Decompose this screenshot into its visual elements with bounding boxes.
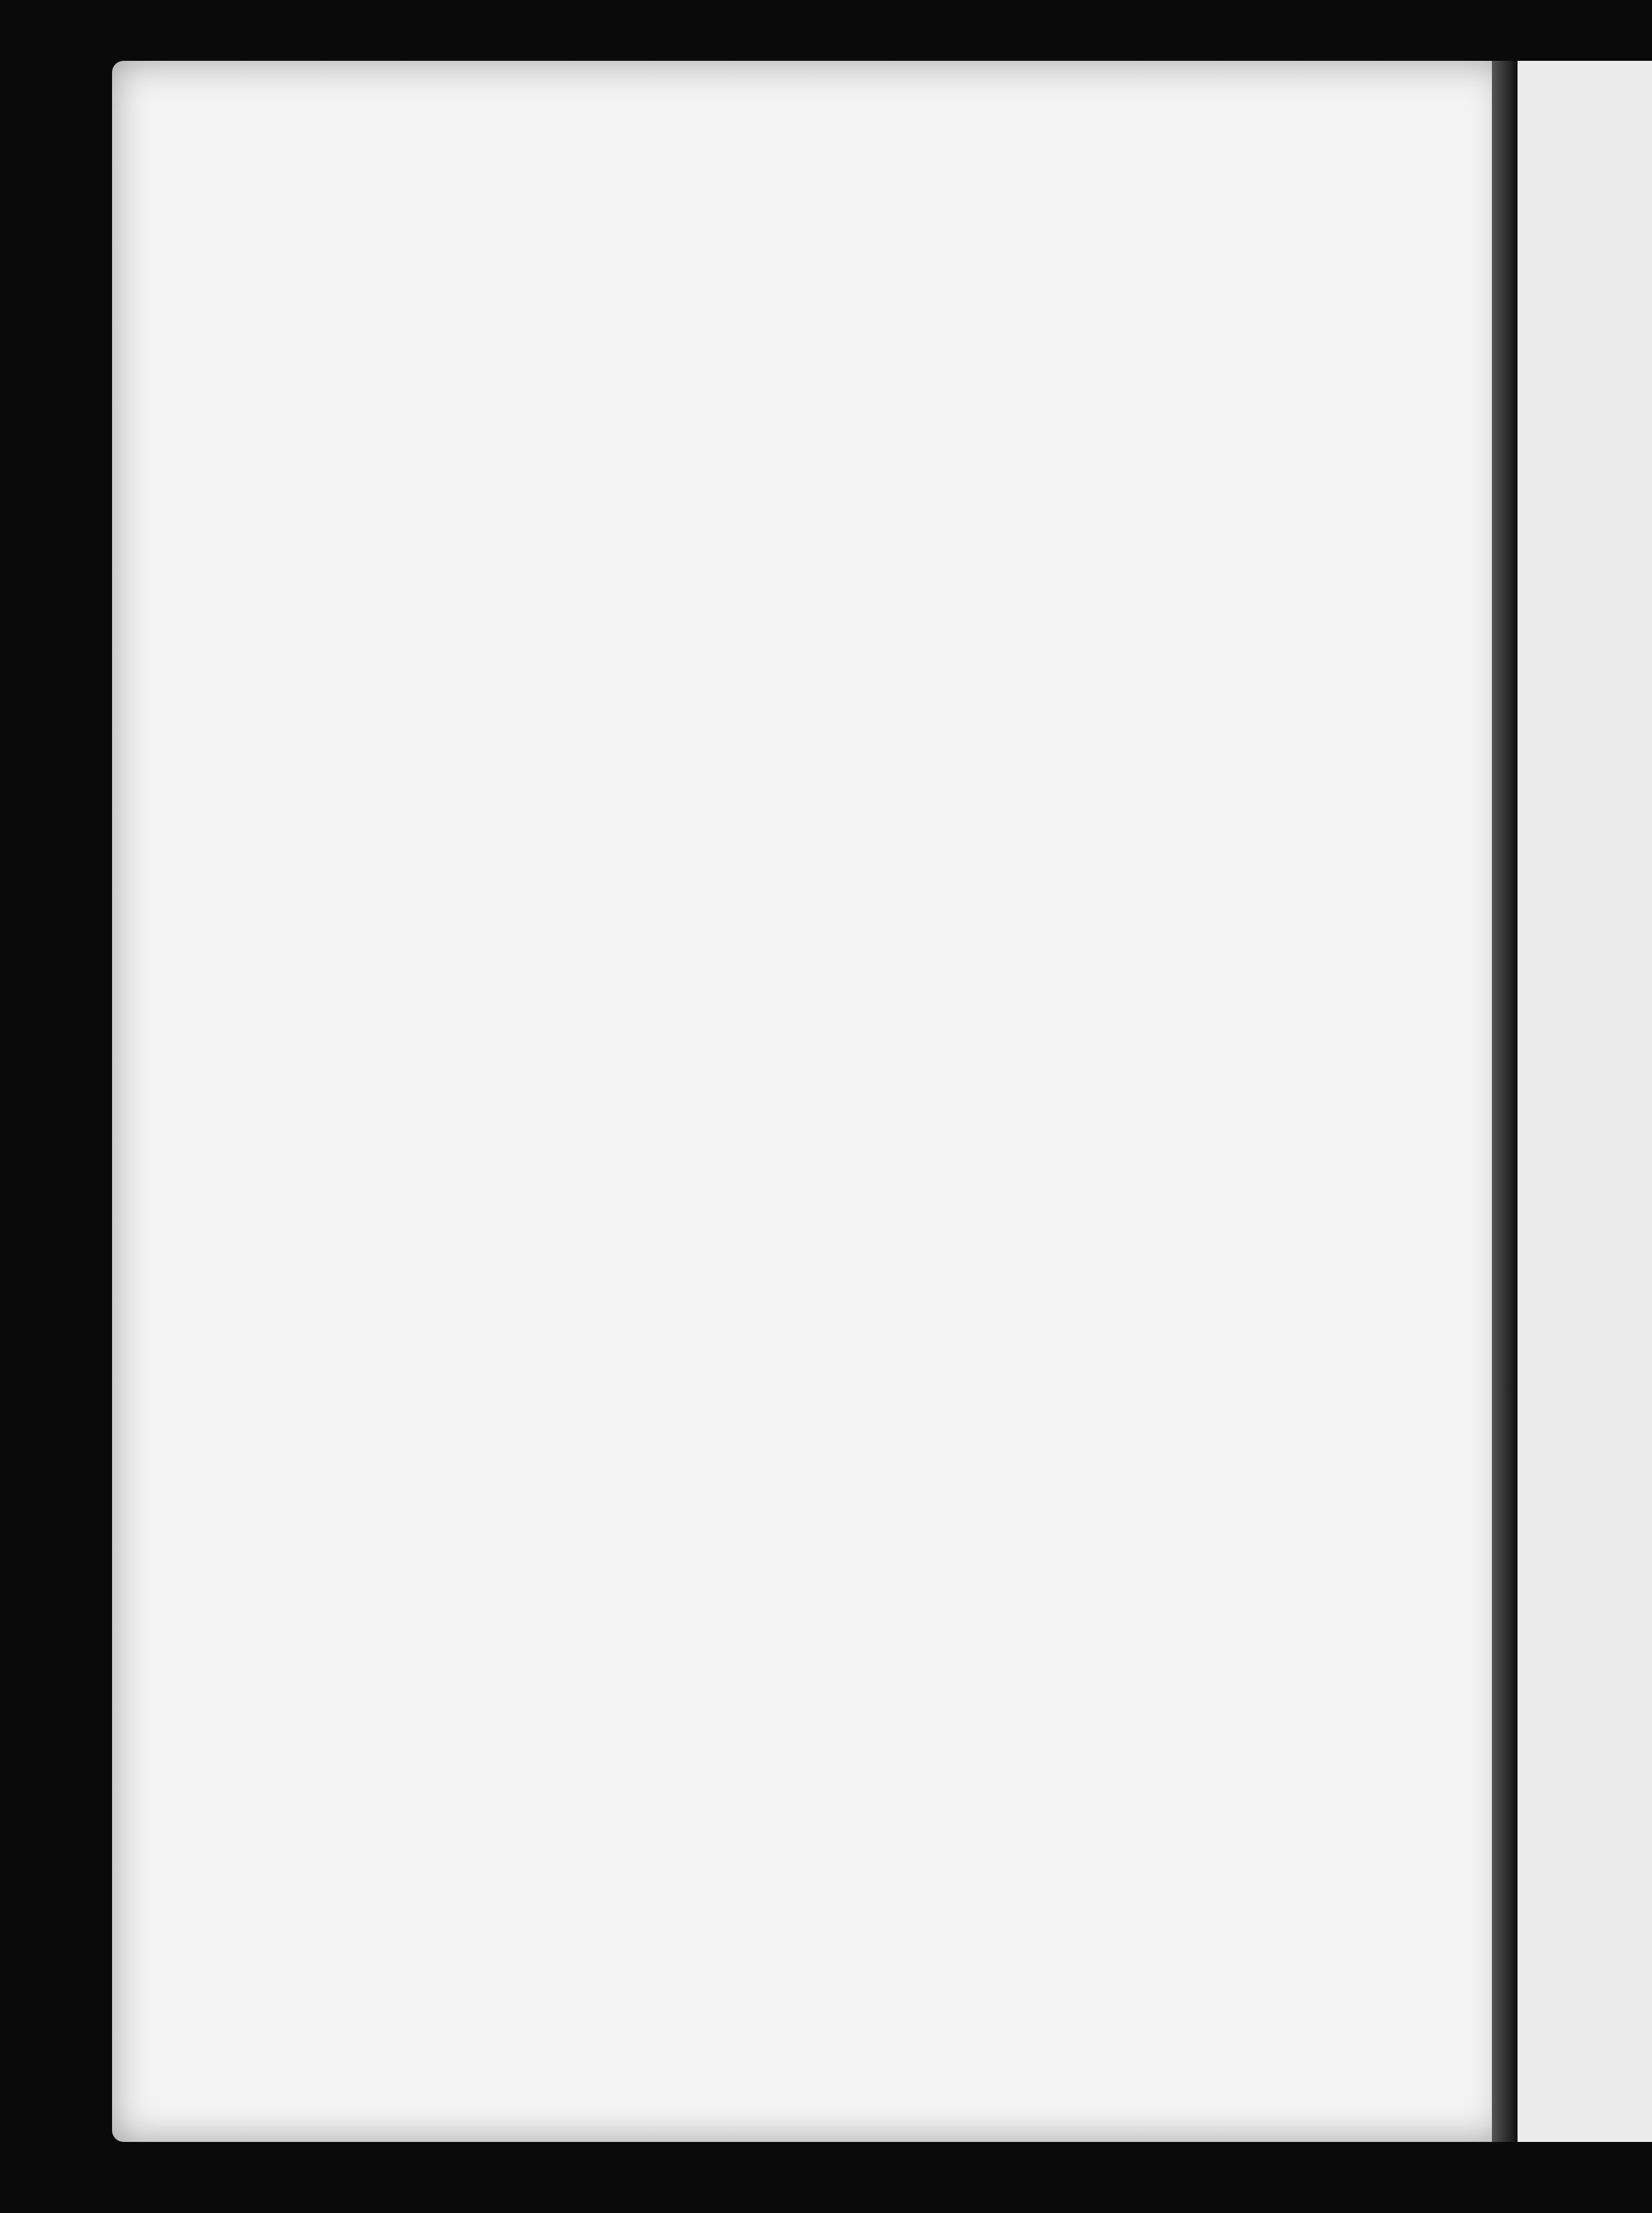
page-gutter xyxy=(1492,61,1518,2142)
toc-bottom-block xyxy=(355,999,1341,1031)
facing-page-edge xyxy=(1518,61,1652,2142)
page-header xyxy=(355,199,1492,250)
book-page xyxy=(112,61,1508,2142)
